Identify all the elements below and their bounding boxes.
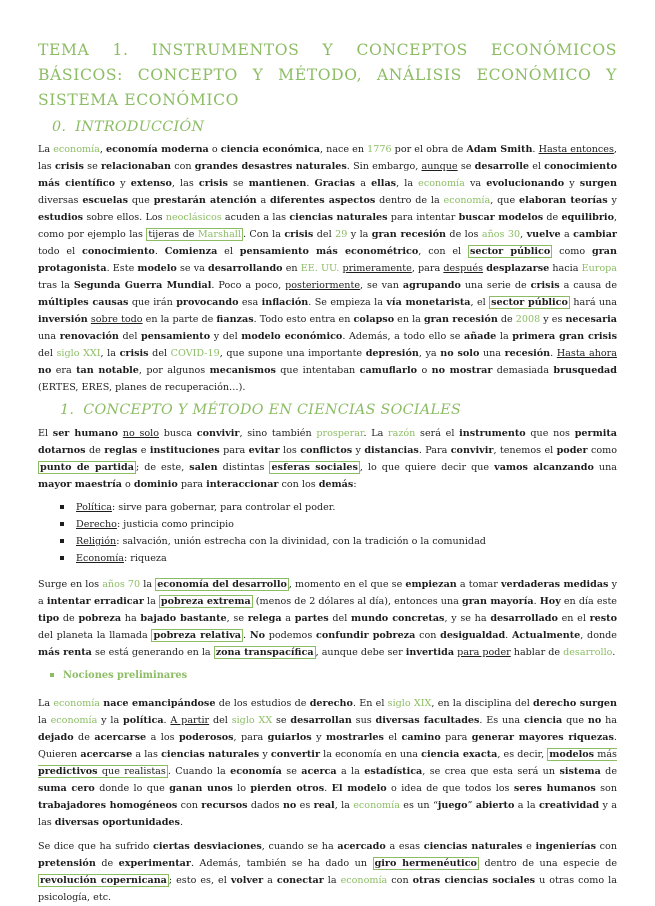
section-heading-introduccion — [38, 117, 617, 137]
concept-paragraph-2: Surge en los años 70 la economía del desarrollo , momento en el que se empiezan a tomar verdaderas medidas y a intentar erradicar la pobreza extrema (menos de 2 dólares al día), entonces una gran mayoría. Hoy en día este tipo de pobreza ha bajado bastante, se relega a partes del mundo concretas, y se ha desarrollado en el resto del planeta la llamada pobreza relativa . No podemos confundir pobreza con desigualdad. Actualmente, donde más renta se está generando en la zona transpacífica , aunque debe ser invertida para poder hablar de desarrollo. — [38, 579, 618, 658]
spheres-list — [38, 499, 617, 567]
concept-paragraph-1: El ser humano no solo busca convivir, sino también prosperar. La razón será el instrumento que nos permita dotarnos de reglas e instituciones para evitar los conflictos y distancias. Para convivir, tenemos el poder como punto de partida ; de este, salen distintas esferas sociales , lo que quiere decir que vamos alcanzando una mayor maestría o dominio para interaccionar con los demás: — [38, 428, 618, 490]
section-number: 0. — [52, 119, 67, 135]
list-item: Política: sirve para gobernar, para controlar el poder. — [76, 499, 617, 516]
nociones-paragraph-1: La economía nace emancipándose de los estudios de derecho. En el siglo XIX, en la disciplina del derecho surgen la economía y la política. A partir del siglo XX se desarrollan sus diversas facultades. Es una ciencia que no ha dejado de acercarse a los poderosos, para guiarlos y mostrarles el camino para generar mayores riquezas. Quieren acercarse a las ciencias naturales y convertir la economía en una ciencia exacta, es decir, modelos más predictivos que realistas . Cuando la economía se acerca a la estadística, se crea que esta será un sistema de suma cero donde lo que ganan unos lo pierden otros. El modelo o idea de que todos los seres humanos son trabajadores homogéneos con recursos dados no es real, la economía es un “juego” abierto a la creatividad y a las diversas oportunidades. — [38, 698, 618, 828]
subheading-nociones: Nociones preliminares — [38, 667, 617, 684]
section-title: CONCEPTO Y MÉTODO EN CIENCIAS SOCIALES — [83, 402, 462, 418]
section-title: INTRODUCCIÓN — [75, 119, 205, 135]
section-number: 1. — [60, 402, 75, 418]
list-item: Economía: riqueza — [76, 550, 617, 567]
intro-paragraph: La economía, economía moderna o ciencia económica, nace en 1776 por el obra de Adam Smith. Hasta entonces, las crisis se relacionaban con grandes desastres naturales. Sin embargo, aunque se desarrolle el conocimiento más científico y extenso, las crisis se mantienen. Gracias a ellas, la economía va evolucionando y surgen diversas escuelas que prestarán atención a diferentes aspectos dentro de la economía, que elaboran teorías y estudios sobre ellos. Los neoclásicos acuden a las ciencias naturales para intentar buscar modelos de equilibrio, como por ejemplo las tijeras de Marshall . Con la crisis del 29 y la gran recesión de los años 30, vuelve a cambiar todo el conocimiento. Comienza el pensamiento más econométrico, con el sector público como gran protagonista. Este modelo se va desarrollando en EE. UU. primeramente, para después desplazarse hacia Europa tras la Segunda Guerra Mundial. Poco a poco, posteriormente, se van agrupando una serie de crisis a causa de múltiples causas que irán provocando esa inflación. Se empieza la vía monetarista, el sector público hará una inversión sobre todo en la parte de fianzas. Todo esto entra en colapso en la gran recesión de 2008 y es necesaria una renovación del pensamiento y del modelo económico. Además, a todo ello se añade la primera gran crisis del siglo XXI, la crisis del COVID-19, que supone una importante depresión, ya no solo una recesión. Hasta ahora no era tan notable, por algunos mecanismos que intentaban camuflarlo o no mostrar demasiada brusquedad (ERTES, ERES, planes de recuperación…). — [38, 144, 618, 393]
section-heading-concepto — [38, 400, 617, 420]
list-item: Derecho: justicia como principio — [76, 516, 617, 533]
nociones-paragraph-2: Se dice que ha sufrido ciertas desviaciones, cuando se ha acercado a esas ciencias naturales e ingenierías con pretensión de experimentar. Además, también se ha dado un giro hermenéutico dentro de una especie de revolución copernicana ; esto es, el volver a conectar la economía con otras ciencias sociales u otras como la psicología, etc. — [38, 841, 618, 903]
list-item: Religión: salvación, unión estrecha con la divinidad, con la tradición o la comunidad — [76, 533, 617, 550]
document-title: TEMA 1. INSTRUMENTOS Y CONCEPTOS ECONÓMICOS BÁSICOS: CONCEPTO Y MÉTODO, ANÁLISIS ECONÓMICO Y SISTEMA ECONÓMICO — [38, 41, 617, 109]
